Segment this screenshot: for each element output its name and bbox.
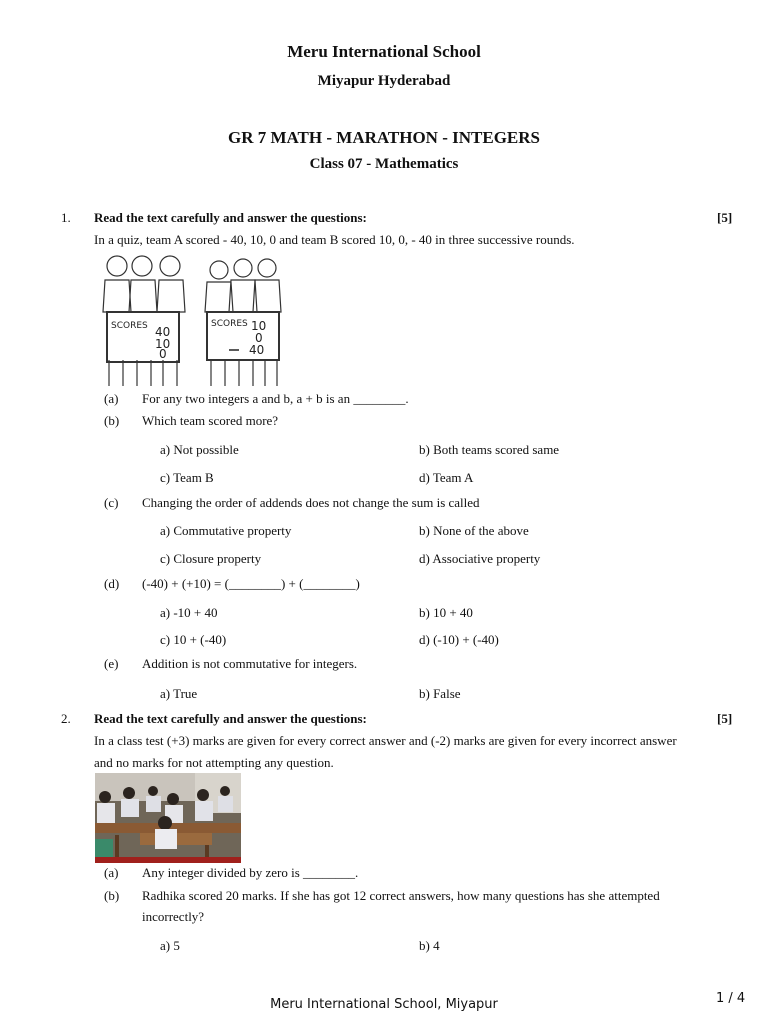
q2b-text-line2: incorrectly? (142, 909, 205, 924)
board-a-value: 10 (155, 337, 171, 351)
board-a-value: 0 (159, 347, 167, 361)
option: a) 5 (160, 938, 180, 953)
page-number: 1 / 4 (716, 991, 746, 1006)
school-location: Miyapur Hyderabad (317, 73, 451, 89)
q1e-label: (e) (104, 656, 119, 671)
q1-marks: [5] (717, 210, 733, 225)
option: d) Team A (419, 470, 474, 485)
q1-instruction: Read the text carefully and answer the questions: (94, 210, 367, 225)
option: a) Not possible (160, 442, 239, 457)
board-b-scores: SCORES (211, 319, 248, 329)
board-b-value: 10 (251, 319, 267, 333)
board-a-scores: SCORES (111, 321, 148, 331)
q1b-text: Which team scored more? (142, 413, 279, 428)
q2-marks: [5] (717, 711, 733, 726)
school-name: Meru International School (287, 42, 481, 61)
q1b-label: (b) (104, 413, 120, 428)
option: a) Commutative property (160, 523, 292, 538)
option: b) 4 (419, 938, 440, 953)
q2-passage-line1: In a class test (+3) marks are given for every correct answer and (-2) marks are given for every incorrect answer (94, 733, 677, 748)
board-b-value: 0 (255, 331, 263, 345)
q2-passage-line2: and no marks for not attempting any question. (94, 755, 334, 770)
q1d-text: (-40) + (+10) = (________) + (________) (142, 576, 360, 591)
q1a-text: For any two integers a and b, a + b is an ________. (142, 391, 409, 406)
q1-passage: In a quiz, team A scored - 40, 10, 0 and team B scored 10, 0, - 40 in three successive rounds. (94, 232, 575, 247)
option: c) Closure property (160, 551, 262, 566)
option: c) 10 + (-40) (160, 632, 227, 647)
q1e-text: Addition is not commutative for integers. (142, 656, 358, 671)
q1c-text: Changing the order of addends does not change the sum is called (142, 495, 480, 510)
option: b) 10 + 40 (419, 605, 473, 620)
option: d) Associative property (419, 551, 541, 566)
worksheet-title: GR 7 MATH - MARATHON - INTEGERS (228, 128, 540, 147)
classroom-photo (95, 773, 241, 863)
q2b-label: (b) (104, 888, 120, 903)
q2-number: 2. (61, 711, 71, 726)
option: a) True (160, 686, 198, 701)
q1d-label: (d) (104, 576, 120, 591)
option: b) Both teams scored same (419, 442, 560, 457)
worksheet-subtitle: Class 07 - Mathematics (309, 156, 459, 172)
option: c) Team B (160, 470, 214, 485)
q1a-label: (a) (104, 391, 119, 406)
option: b) False (419, 686, 461, 701)
option: b) None of the above (419, 523, 529, 538)
q2a-label: (a) (104, 865, 119, 880)
q2a-text: Any integer divided by zero is ________. (142, 865, 359, 880)
q1-number: 1. (61, 210, 71, 225)
board-b-value: 40 (249, 343, 265, 357)
footer-school: Meru International School, Miyapur (270, 997, 498, 1012)
option: a) -10 + 40 (160, 605, 218, 620)
q2b-text-line1: Radhika scored 20 marks. If she has got 12 correct answers, how many questions has she attempted (142, 888, 660, 903)
q2-instruction: Read the text carefully and answer the questions: (94, 711, 367, 726)
board-a-value: 40 (155, 325, 171, 339)
option: d) (-10) + (-40) (419, 632, 499, 647)
quiz-teams-illustration (97, 250, 289, 388)
q1c-label: (c) (104, 495, 119, 510)
